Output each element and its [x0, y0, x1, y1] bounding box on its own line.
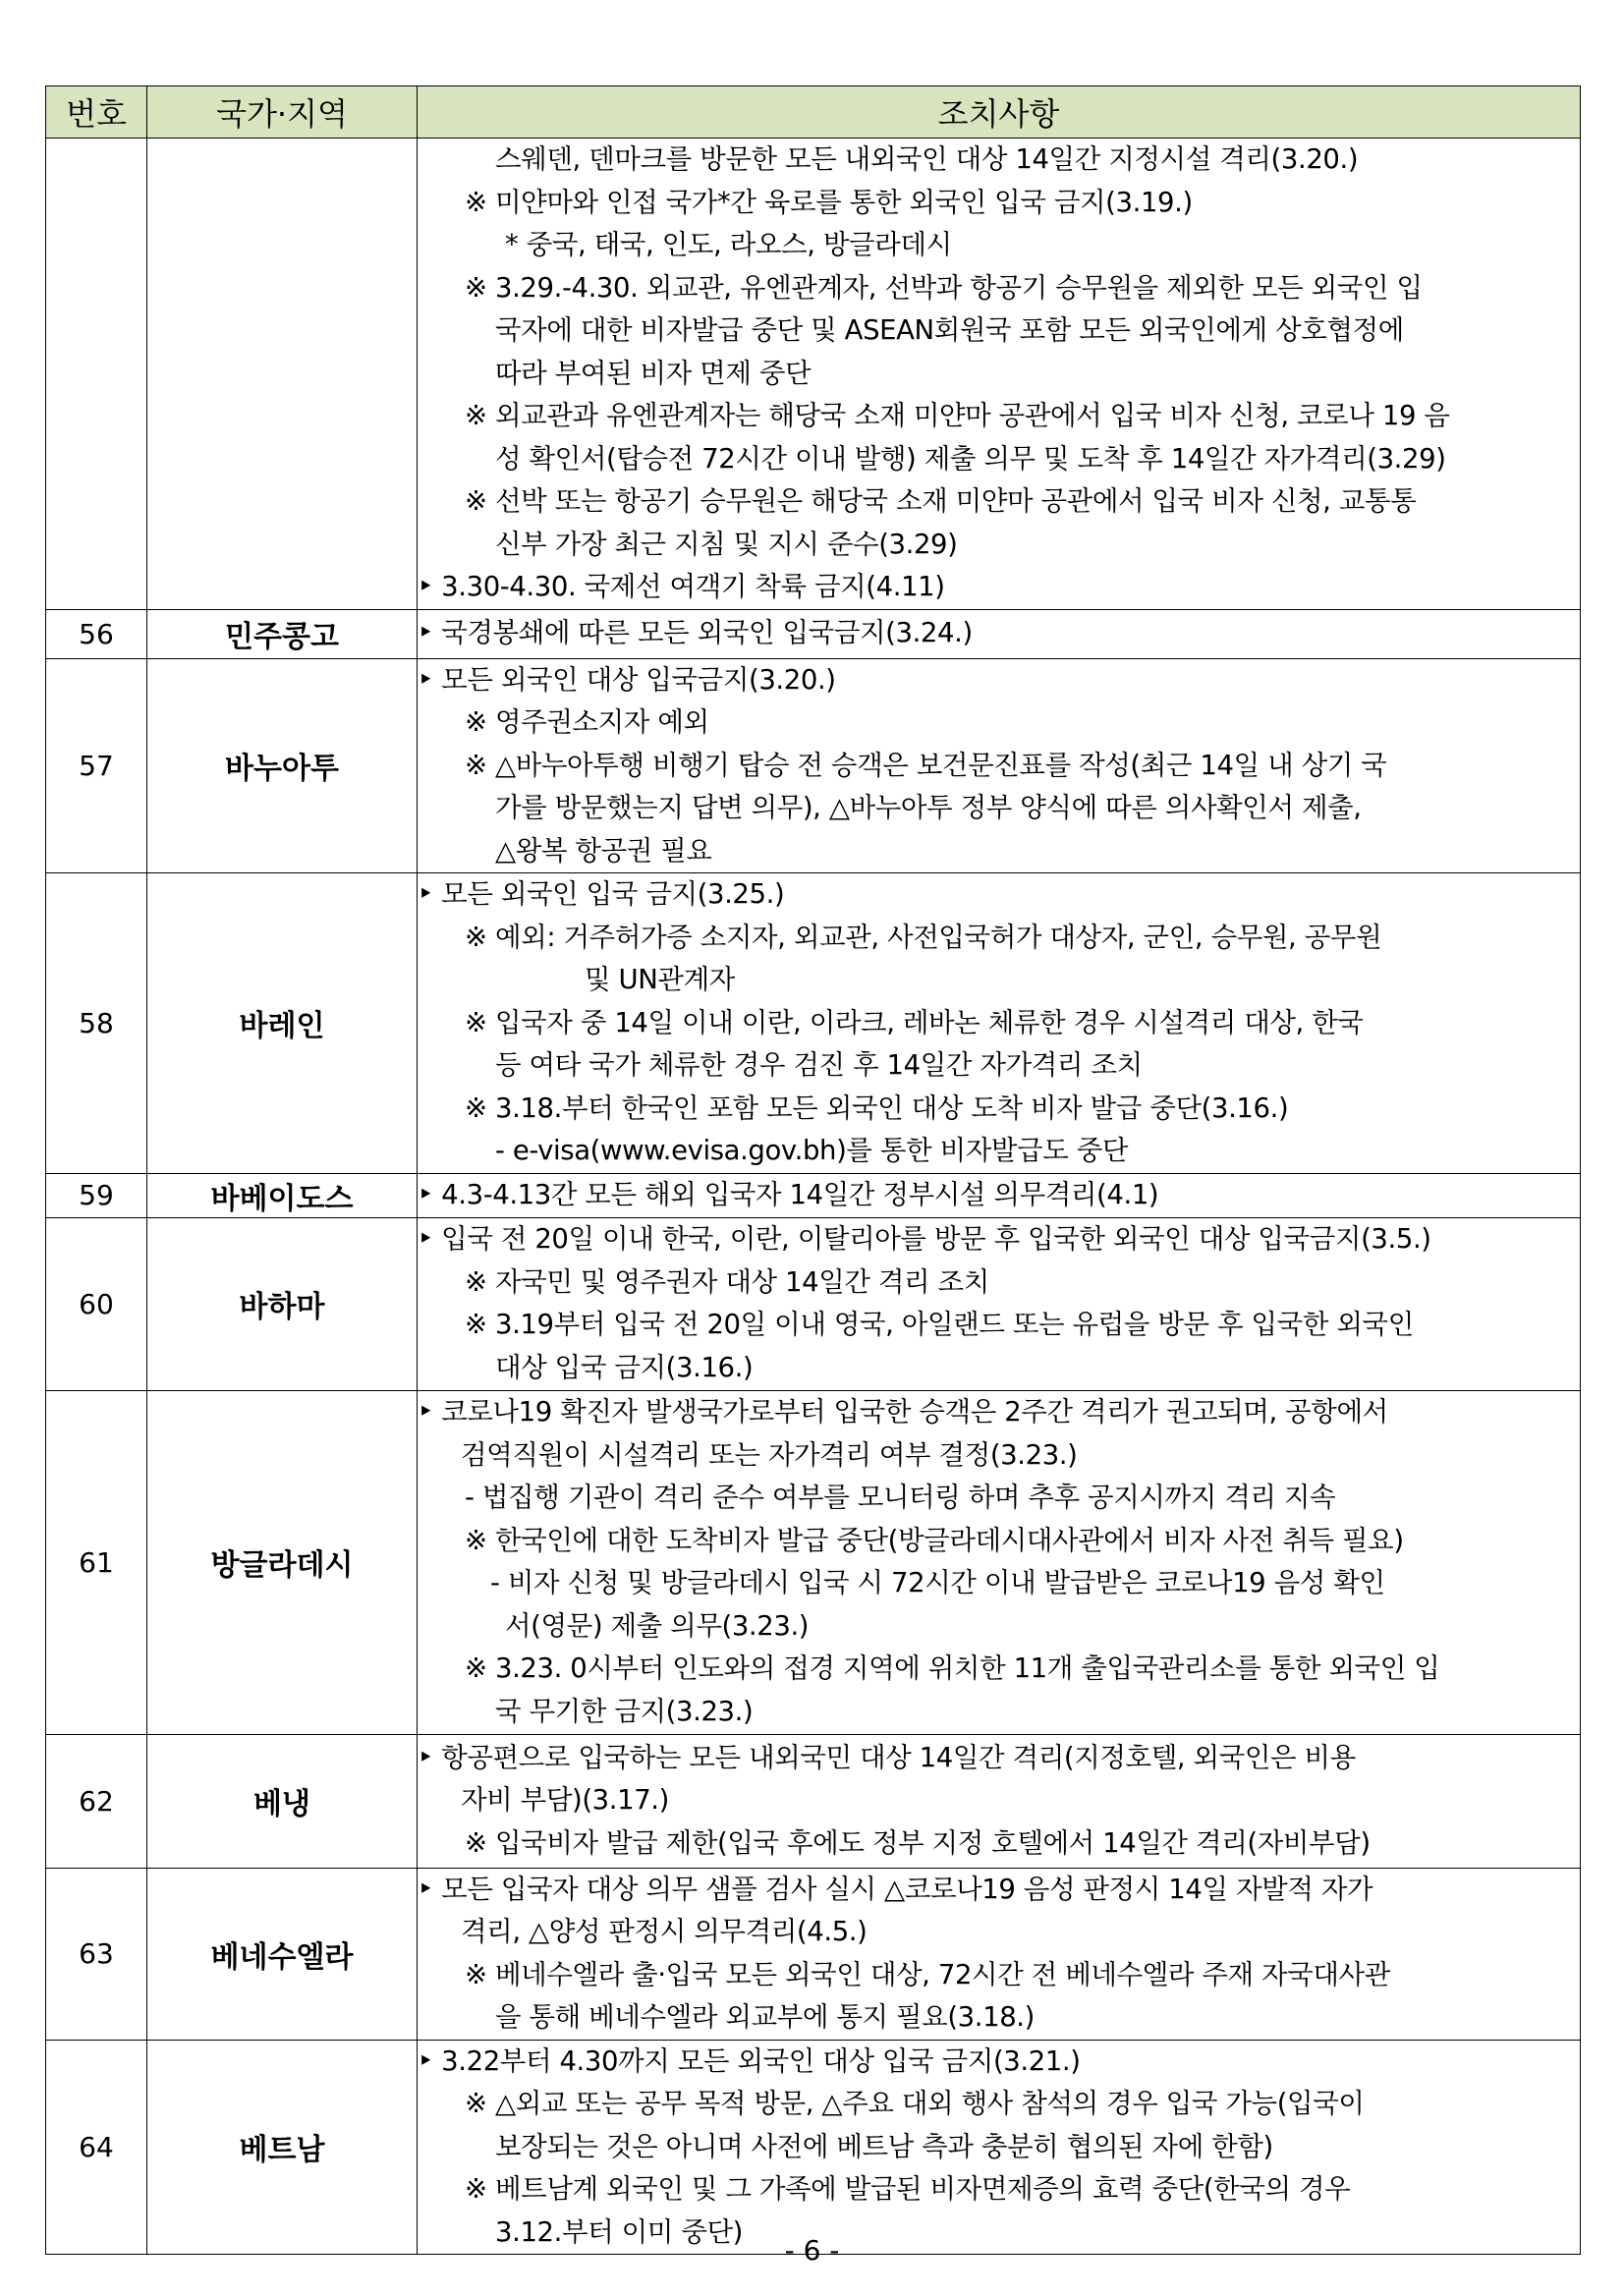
measure-line: ‣ 국경봉쇄에 따른 모든 외국인 입국금지(3.24.) — [418, 617, 973, 649]
measure-line: ‣ 항공편으로 입국하는 모든 내외국민 대상 14일간 격리(지정호텔, 외국인은 비용 — [418, 1741, 1356, 1773]
row-country — [147, 139, 418, 610]
row-country: 바하마 — [147, 1217, 418, 1390]
measure-line: ※ 예외: 거주허가증 소지자, 외교관, 사전입국허가 대상자, 군인, 승무원, 공무원 — [465, 921, 1382, 953]
measure-line: 가를 방문했는지 답변 의무), △바누아투 정부 양식에 따른 의사확인서 제출, — [495, 792, 1362, 823]
row-country: 바누아투 — [147, 658, 418, 873]
row-num: 58 — [46, 873, 147, 1174]
table-row — [46, 873, 1581, 1174]
measure-line: 자비 부담)(3.17.) — [461, 1784, 669, 1817]
measure-line: 을 통해 베네수엘라 외교부에 통지 필요(3.18.) — [495, 2001, 1035, 2033]
table-row — [46, 658, 1581, 873]
row-num: 56 — [46, 609, 147, 658]
measure-line: 등 여타 국가 체류한 경우 검진 후 14일간 자가격리 조치 — [495, 1049, 1143, 1081]
row-num: 59 — [46, 1173, 147, 1217]
table-row — [46, 139, 1581, 610]
row-num: 57 — [46, 658, 147, 873]
row-measures — [418, 1868, 1581, 2040]
measure-line: ※ 3.23. 0시부터 인도와의 접경 지역에 위치한 11개 출입국관리소를 통한 외국인 입 — [465, 1652, 1440, 1684]
measure-line: 보장되는 것은 아니며 사전에 베트남 측과 충분히 협의된 자에 한함) — [495, 2130, 1273, 2162]
row-measures — [418, 1734, 1581, 1868]
row-country: 방글라데시 — [147, 1390, 418, 1734]
measure-line: ※ 외교관과 유엔관계자는 해당국 소재 미얀마 공관에서 입국 비자 신청, 코로나 19 음 — [465, 400, 1450, 431]
measure-line: ※ 3.29.-4.30. 외교관, 유엔관계자, 선박과 항공기 승무원을 제외한 모든 외국인 입 — [465, 271, 1423, 304]
measure-line: ※ 3.18.부터 한국인 포함 모든 외국인 대상 도착 비자 발급 중단(3.16.) — [465, 1092, 1289, 1124]
measure-line: △왕복 항공권 필요 — [495, 834, 712, 867]
row-country: 베트남 — [147, 2040, 418, 2255]
measure-line: 스웨덴, 덴마크를 방문한 모든 내외국인 대상 14일간 지정시설 격리(3.20.) — [495, 143, 1359, 175]
measure-line: 및 UN관계자 — [585, 964, 735, 995]
measure-line: ※ 한국인에 대한 도착비자 발급 중단(방글라데시대사관에서 비자 사전 취득 필요) — [465, 1524, 1404, 1556]
measure-line: ‣ 코로나19 확진자 발생국가로부터 입국한 승객은 2주간 격리가 권고되며, 공항에서 — [418, 1396, 1388, 1428]
measure-line: ※ 영주권소지자 예외 — [465, 706, 709, 738]
measure-line: ※ △바누아투행 비행기 탑승 전 승객은 보건문진표를 작성(최근 14일 내 상기 국 — [465, 749, 1387, 781]
measure-line: 성 확인서(탑승전 72시간 이내 발행) 제출 의무 및 도착 후 14일간 자가격리(3.29) — [495, 442, 1446, 475]
measures-table — [45, 85, 1581, 2255]
measure-line: ‣ 모든 입국자 대상 의무 샘플 검사 실시 △코로나19 음성 판정시 14일 자발적 자가 — [418, 1873, 1373, 1905]
measure-line: ※ 자국민 및 영주권자 대상 14일간 격리 조치 — [465, 1265, 989, 1298]
measure-line: 검역직원이 시설격리 또는 자가격리 여부 결정(3.23.) — [461, 1438, 1078, 1471]
row-country: 바베이도스 — [147, 1173, 418, 1217]
measure-line: ※ 베트남계 외국인 및 그 가족에 발급된 비자면제증의 효력 중단(한국의 경우 — [465, 2173, 1351, 2205]
measure-line: 따라 부여된 비자 면제 중단 — [495, 357, 812, 389]
measure-line: ※ 베네수엘라 출·입국 모든 외국인 대상, 72시간 전 베네수엘라 주재 자국대사관 — [465, 1958, 1390, 1990]
header-num: 번호 — [46, 86, 147, 139]
measure-line: ※ 미얀마와 인접 국가*간 육로를 통한 외국인 입국 금지(3.19.) — [465, 186, 1193, 218]
table-row — [46, 1868, 1581, 2040]
measure-line: 국 무기한 금지(3.23.) — [495, 1695, 754, 1727]
row-measures — [418, 658, 1581, 873]
measure-line: ‣ 4.3-4.13간 모든 해외 입국자 14일간 정부시설 의무격리(4.1) — [418, 1178, 1159, 1210]
table-row — [46, 609, 1581, 658]
table-header-row — [46, 86, 1581, 139]
measure-line: 신부 가장 최근 지침 및 지시 준수(3.29) — [495, 528, 958, 560]
header-country: 국가·지역 — [147, 86, 418, 139]
table-row — [46, 1173, 1581, 1217]
row-measures — [418, 609, 1581, 658]
row-country: 베냉 — [147, 1734, 418, 1868]
row-measures — [418, 2040, 1581, 2255]
measure-line: 국자에 대한 비자발급 중단 및 ASEAN회원국 포함 모든 외국인에게 상호협정에 — [495, 314, 1404, 346]
measure-line: 격리, △양성 판정시 의무격리(4.5.) — [461, 1916, 868, 1947]
row-measures — [418, 873, 1581, 1174]
measure-line: - 비자 신청 및 방글라데시 입국 시 72시간 이내 발급받은 코로나19 음성 확인 — [490, 1567, 1385, 1598]
row-measures — [418, 1390, 1581, 1734]
measure-line: ※ △외교 또는 공무 목적 방문, △주요 대외 행사 참석의 경우 입국 가능(입국이 — [465, 2088, 1365, 2119]
row-country: 베네수엘라 — [147, 1868, 418, 2040]
table-row — [46, 1217, 1581, 1390]
measure-line: 서(영문) 제출 의무(3.23.) — [505, 1609, 810, 1642]
measure-line: - 법집행 기관이 격리 준수 여부를 모니터링 하며 추후 공지시까지 격리 지속 — [465, 1482, 1336, 1513]
measure-line: ‣ 입국 전 20일 이내 한국, 이란, 이탈리아를 방문 후 입국한 외국인 대상 입국금지(3.5.) — [418, 1223, 1431, 1255]
page-number: - 6 - — [784, 2234, 840, 2267]
row-num: 63 — [46, 1868, 147, 2040]
measure-line: ※ 선박 또는 항공기 승무원은 해당국 소재 미얀마 공관에서 입국 비자 신청, 교통통 — [465, 485, 1417, 517]
table-row — [46, 1734, 1581, 1868]
measure-line: ‣ 3.22부터 4.30까지 모든 외국인 대상 입국 금지(3.21.) — [418, 2044, 1081, 2077]
row-num: 61 — [46, 1390, 147, 1734]
measure-line: ※ 3.19부터 입국 전 20일 이내 영국, 아일랜드 또는 유럽을 방문 후 입국한 외국인 — [465, 1309, 1414, 1340]
table-row — [46, 2040, 1581, 2255]
row-country: 민주콩고 — [147, 609, 418, 658]
measure-line: ※ 입국비자 발급 제한(입국 후에도 정부 지정 호텔에서 14일간 격리(자비부담) — [465, 1826, 1371, 1859]
measure-line: ※ 입국자 중 14일 이내 이란, 이라크, 레바논 체류한 경우 시설격리 대상, 한국 — [465, 1006, 1364, 1038]
measure-line: - e-visa(www.evisa.gov.bh)를 통한 비자발급도 중단 — [495, 1135, 1129, 1166]
row-num — [46, 139, 147, 610]
measure-line: 대상 입국 금지(3.16.) — [495, 1351, 754, 1383]
measure-line: ‣ 모든 외국인 대상 입국금지(3.20.) — [418, 663, 836, 696]
row-country: 바레인 — [147, 873, 418, 1174]
header-measure: 조치사항 — [418, 86, 1581, 139]
row-measures — [418, 1217, 1581, 1390]
measure-line: ‣ 3.30-4.30. 국제선 여객기 착륙 금지(4.11) — [418, 571, 945, 602]
table-row — [46, 1390, 1581, 1734]
measure-line: 3.12.부터 이미 중단) — [495, 2215, 743, 2248]
row-measures — [418, 139, 1581, 610]
measure-line: ‣ 모든 외국인 입국 금지(3.25.) — [418, 878, 785, 910]
row-measures — [418, 1173, 1581, 1217]
measure-line: * 중국, 태국, 인도, 라오스, 방글라데시 — [505, 229, 952, 260]
row-num: 62 — [46, 1734, 147, 1868]
row-num: 64 — [46, 2040, 147, 2255]
row-num: 60 — [46, 1217, 147, 1390]
